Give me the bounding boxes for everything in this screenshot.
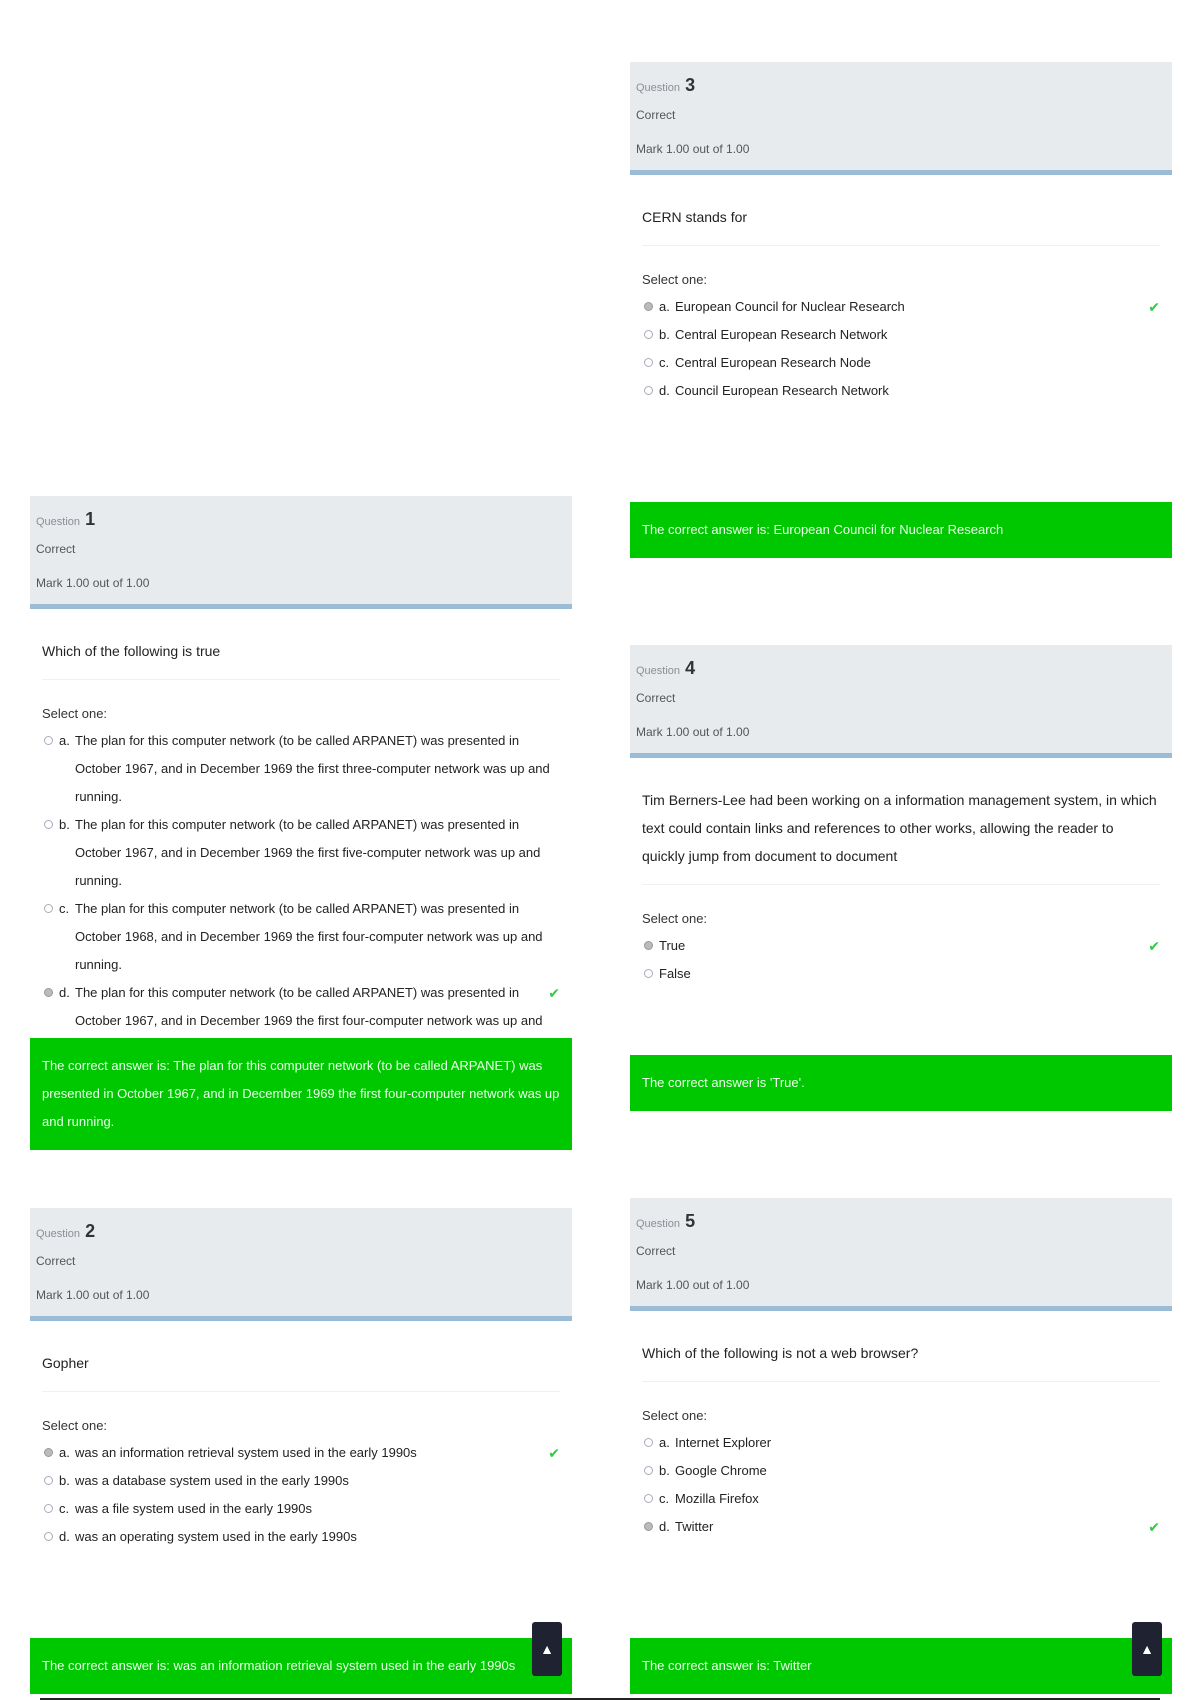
option-letter: c.: [659, 355, 670, 370]
question-text: Tim Berners-Lee had been working on a information management system, in which text could contain links and references to other works, allowing the reader to quickly jump from document to document: [642, 776, 1160, 885]
question-state: Correct: [636, 1244, 676, 1258]
question-label: Question: [636, 665, 681, 677]
question-info: [30, 496, 572, 609]
question-mark: Mark 1.00 out of 1.00: [36, 576, 150, 590]
option-letter: b.: [659, 1463, 670, 1478]
answer-radio[interactable]: [44, 820, 53, 829]
question-number: 2: [85, 1221, 96, 1241]
select-one-label: Select one:: [42, 1418, 108, 1433]
options-list: [642, 932, 1160, 988]
check-icon: ✔: [548, 1445, 560, 1461]
check-icon: ✔: [548, 985, 560, 1001]
answer-option[interactable]: [642, 1513, 1160, 1541]
option-text: The plan for this computer network (to be called ARPANET) was presented in October 1967, and in December 1969 the first three-computer network was up and running.: [75, 733, 550, 804]
question-card-1: [30, 496, 572, 1129]
correct-answer-feedback: The correct answer is: was an information retrieval system used in the early 1990s: [30, 1638, 572, 1694]
question-text: Which of the following is not a web browser?: [642, 1329, 1160, 1382]
answer-option[interactable]: [42, 1495, 560, 1523]
answer-radio[interactable]: [644, 386, 653, 395]
option-text: Google Chrome: [675, 1463, 767, 1478]
option-text: was a file system used in the early 1990s: [75, 1501, 313, 1516]
answer-option[interactable]: [42, 1439, 560, 1467]
option-text: False: [659, 966, 691, 981]
option-text: The plan for this computer network (to be called ARPANET) was presented in October 1968, and in December 1969 the first four-computer network was up and running.: [75, 901, 543, 972]
answer-option[interactable]: [42, 811, 560, 895]
question-text: CERN stands for: [642, 193, 1160, 246]
option-text: True: [659, 938, 686, 953]
option-text: was an information retrieval system used in the early 1990s: [75, 1445, 417, 1460]
answer-radio[interactable]: [644, 358, 653, 367]
question-mark: Mark 1.00 out of 1.00: [636, 725, 750, 739]
option-letter: a.: [59, 733, 70, 748]
answer-radio[interactable]: [644, 1522, 653, 1531]
answer-radio[interactable]: [644, 941, 653, 950]
question-card-5: [630, 1198, 1172, 1673]
question-mark: Mark 1.00 out of 1.00: [636, 142, 750, 156]
check-icon: ✔: [1148, 938, 1160, 954]
options-list: [42, 727, 560, 1063]
select-one-label: Select one:: [642, 272, 708, 287]
option-text: Internet Explorer: [675, 1435, 772, 1450]
option-text: European Council for Nuclear Research: [675, 299, 905, 314]
answer-radio[interactable]: [44, 1504, 53, 1513]
option-text: was a database system used in the early 1990s: [75, 1473, 349, 1488]
arrow-up-circle-icon: ▲: [540, 1641, 554, 1657]
options-list: [42, 1439, 560, 1551]
question-label: Question: [636, 1218, 681, 1230]
answer-radio[interactable]: [44, 1476, 53, 1485]
answer-radio[interactable]: [644, 1438, 653, 1447]
question-text: Which of the following is true: [42, 627, 560, 680]
select-one-label: Select one:: [642, 911, 708, 926]
question-info: [630, 1198, 1172, 1311]
arrow-up-circle-icon: ▲: [1140, 1641, 1154, 1657]
question-info: [630, 645, 1172, 758]
answer-option[interactable]: [642, 377, 1160, 405]
answer-option[interactable]: [42, 727, 560, 811]
correct-answer-feedback: The correct answer is 'True'.: [630, 1055, 1172, 1111]
question-state: Correct: [636, 108, 676, 122]
answer-option[interactable]: [642, 960, 1160, 988]
option-letter: c.: [659, 1491, 670, 1506]
check-icon: ✔: [1148, 299, 1160, 315]
question-state: Correct: [36, 542, 76, 556]
answer-radio[interactable]: [644, 1494, 653, 1503]
options-list: [642, 1429, 1160, 1541]
answer-option[interactable]: [42, 895, 560, 979]
question-number: 5: [685, 1211, 696, 1231]
question-text: Gopher: [42, 1339, 560, 1392]
answer-option[interactable]: [642, 349, 1160, 377]
option-letter: a.: [659, 299, 670, 314]
option-letter: b.: [59, 817, 70, 832]
answer-radio[interactable]: [644, 969, 653, 978]
answer-radio[interactable]: [44, 904, 53, 913]
option-letter: a.: [659, 1435, 670, 1450]
answer-radio[interactable]: [644, 1466, 653, 1475]
answer-option[interactable]: [642, 293, 1160, 321]
option-text: The plan for this computer network (to be called ARPANET) was presented in October 1967, and in December 1969 the first four-computer network was up and: [75, 985, 543, 1028]
question-state: Correct: [36, 1254, 76, 1268]
answer-option[interactable]: [642, 1485, 1160, 1513]
question-info: [630, 62, 1172, 175]
answer-option[interactable]: [642, 1429, 1160, 1457]
option-letter: d.: [659, 383, 670, 398]
check-icon: ✔: [1148, 1519, 1160, 1535]
option-letter: c.: [59, 1501, 70, 1516]
answer-option[interactable]: [42, 1467, 560, 1495]
question-label: Question: [36, 516, 81, 528]
option-text: Mozilla Firefox: [675, 1491, 759, 1506]
answer-radio[interactable]: [44, 988, 53, 997]
correct-answer-feedback: The correct answer is: European Council for Nuclear Research: [630, 502, 1172, 558]
answer-radio[interactable]: [44, 736, 53, 745]
option-letter: d.: [59, 985, 70, 1000]
option-letter: c.: [59, 901, 70, 916]
option-text: Twitter: [675, 1519, 714, 1534]
question-card-2: [30, 1208, 572, 1673]
question-number: 4: [685, 658, 696, 678]
question-state: Correct: [636, 691, 676, 705]
question-info: [30, 1208, 572, 1321]
answer-option[interactable]: [642, 1457, 1160, 1485]
question-number: 1: [85, 509, 96, 529]
option-text: Central European Research Node: [675, 355, 871, 370]
question-label: Question: [36, 1228, 81, 1240]
question-mark: Mark 1.00 out of 1.00: [636, 1278, 750, 1292]
option-letter: d.: [59, 1529, 70, 1544]
question-mark: Mark 1.00 out of 1.00: [36, 1288, 150, 1302]
scroll-to-top-button[interactable]: [1132, 1622, 1162, 1676]
select-one-label: Select one:: [42, 706, 108, 721]
answer-option[interactable]: [42, 1523, 560, 1551]
question-card-3: [630, 62, 1172, 537]
correct-answer-feedback: The correct answer is: Twitter: [630, 1638, 1172, 1694]
answer-option[interactable]: [642, 321, 1160, 349]
answer-radio[interactable]: [44, 1532, 53, 1541]
select-one-label: Select one:: [642, 1408, 708, 1423]
option-text: was an operating system used in the early 1990s: [75, 1529, 357, 1544]
options-list: [642, 293, 1160, 405]
question-number: 3: [685, 75, 696, 95]
answer-radio[interactable]: [44, 1448, 53, 1457]
answer-option[interactable]: [642, 932, 1160, 960]
option-text: The plan for this computer network (to be called ARPANET) was presented in October 1967, and in December 1969 the first five-computer network was up and running.: [75, 817, 541, 888]
question-card-4: [630, 645, 1172, 1090]
answer-radio[interactable]: [644, 330, 653, 339]
answer-radio[interactable]: [644, 302, 653, 311]
question-label: Question: [636, 82, 681, 94]
scroll-to-top-button[interactable]: [532, 1622, 562, 1676]
option-letter: b.: [659, 327, 670, 342]
option-text: Central European Research Network: [675, 327, 888, 342]
option-letter: b.: [59, 1473, 70, 1488]
correct-answer-feedback: The correct answer is: The plan for this computer network (to be called ARPANET) was presented in October 1967, and in December 1969 the first four-computer network was up and running.: [30, 1038, 572, 1150]
option-text: Council European Research Network: [675, 383, 889, 398]
option-letter: d.: [659, 1519, 670, 1534]
option-letter: a.: [59, 1445, 70, 1460]
